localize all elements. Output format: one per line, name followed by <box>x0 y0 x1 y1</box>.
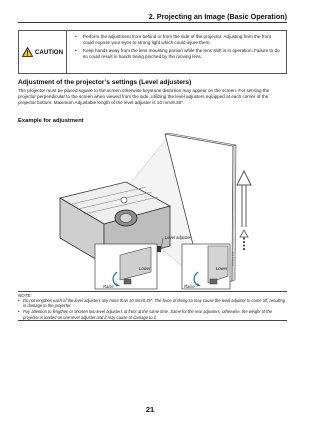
note-item: • Pay attention to lengthen or shorten two level adjusters at front at the same time. Same for the rear adjusters, otherwise, the weight of the projector is loaded on one level adjuster and it may cause of damage to it. <box>18 309 286 320</box>
caution-item: • Perform the adjustment from behind or from the side of the projector. Adjusting from the front could expose your eyes to strong light which could injure them. <box>75 34 282 46</box>
note-rule-top <box>18 291 287 292</box>
level-adjuster-label: Level adjuster <box>165 235 192 240</box>
level-adjuster-foot <box>157 246 161 252</box>
note-rule-bottom <box>18 320 287 321</box>
lower-label-right: Lower <box>216 266 228 271</box>
chapter-header: 2. Projecting an Image (Basic Operation) <box>148 12 287 21</box>
note-list <box>18 298 286 320</box>
lower-label-left: Lower <box>139 266 151 271</box>
raise-label-right: Raise <box>184 284 195 289</box>
page-number: 21 <box>145 405 155 414</box>
raise-label-left: Raise <box>103 284 114 289</box>
section-title: Adjustment of the projector’s settings (Level adjusters) <box>18 79 192 86</box>
example-title: Example for adjustment <box>18 118 84 124</box>
control-button <box>121 197 127 203</box>
section-body: The projector must be placed square to the screen otherwise keystone distortion may appear on the screen. For set-ting the projector perpendicular to the screen when viewed from the side, utilizing the level adjusters equipped at each corner of the projector bottom. Maximum Adjustable length of the level adjuster is 10 mm/0.39". <box>18 88 270 106</box>
note-title: NOTE: <box>18 293 32 298</box>
caution-label: CAUTION <box>34 48 64 56</box>
caution-item: • Keep hands away from the lens mounting portion while the lens shift is in operation. Failure to do so could result in hands being pinched by the moving lens. <box>75 48 282 60</box>
note-item: • Do not lengthen each of the level adjusters any more than 10 mm/0.39". The force of doing so may cause the level adjuster to come off, resulting in damage to the projector. <box>18 298 286 309</box>
